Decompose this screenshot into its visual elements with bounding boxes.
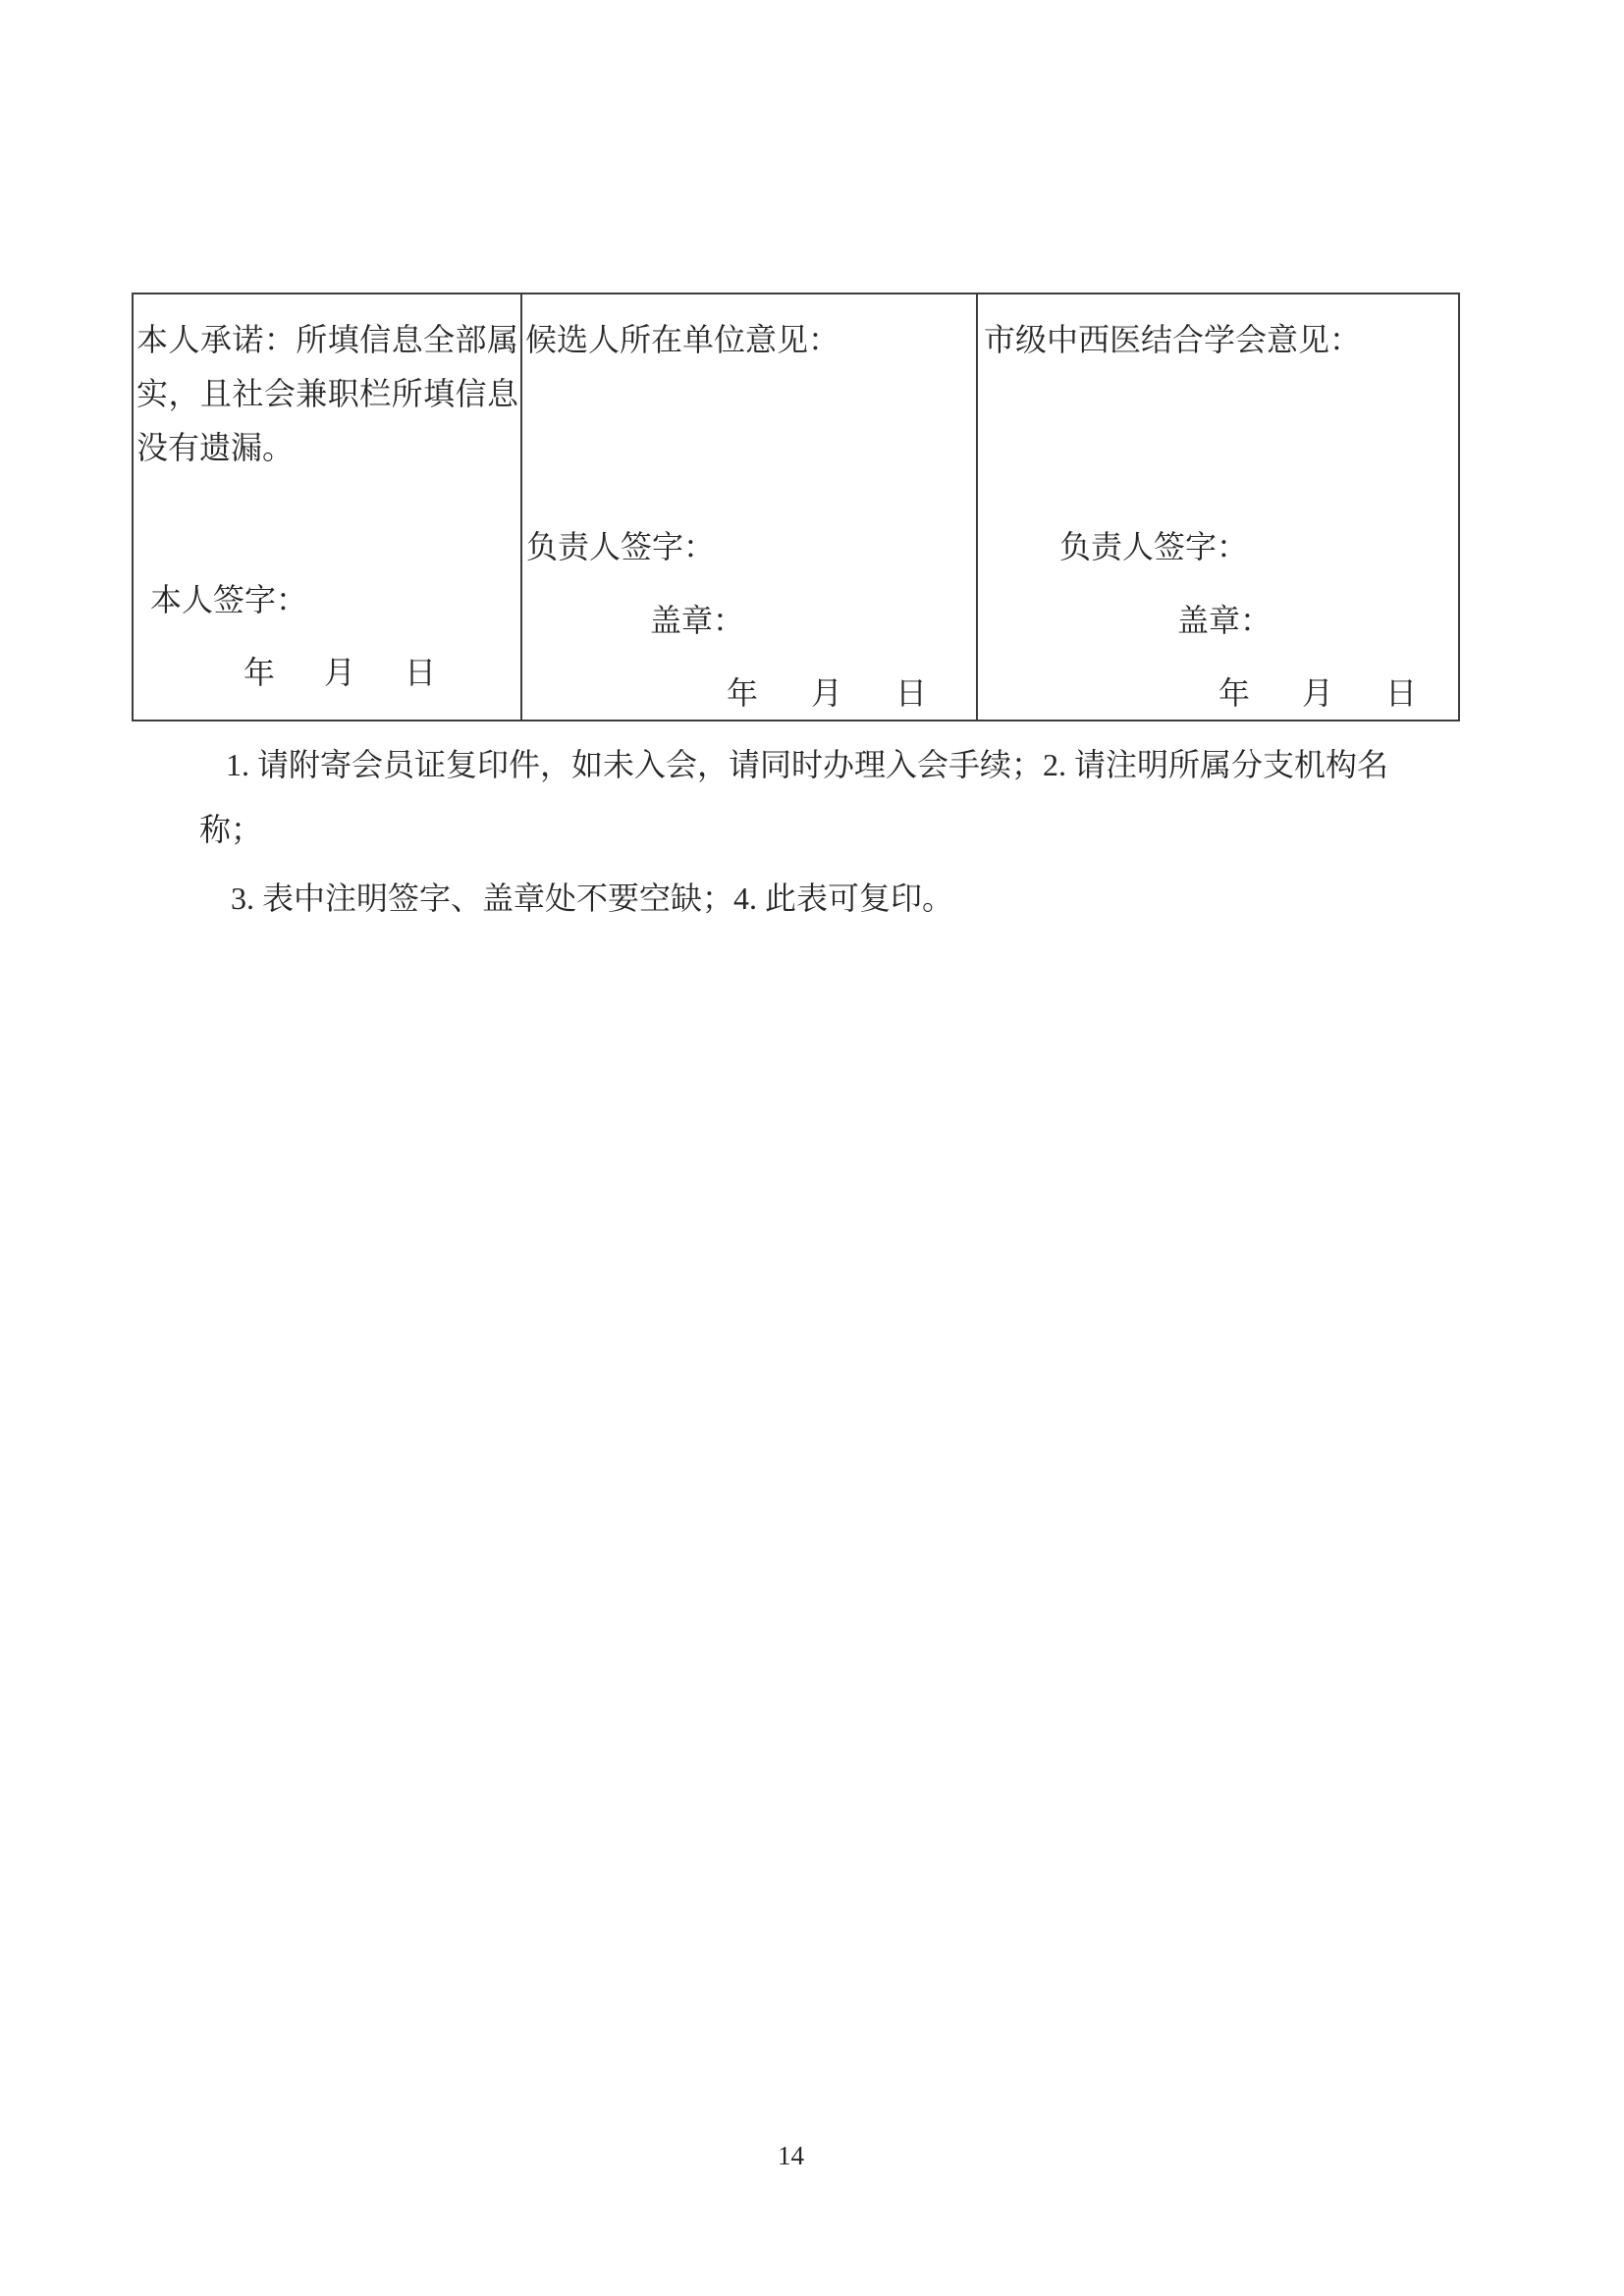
year-label: 年 — [1218, 675, 1251, 711]
date-line — [727, 677, 927, 709]
unit-signer-label: 负责人签字： — [526, 529, 716, 564]
month-label: 月 — [1302, 675, 1334, 711]
note-line-3: 3. 表中注明签字、盖章处不要空缺；4. 此表可复印。 — [231, 881, 954, 916]
commitment-text: 本人承诺：所填信息全部属实，且社会兼职栏所填信息没有遗漏。 — [136, 322, 518, 465]
society-signer-label: 负责人签字： — [1059, 529, 1249, 564]
page-number: 14 — [778, 2141, 804, 2170]
self-signature-label: 本人签字： — [150, 582, 308, 617]
society-opinion-title: 市级中西医结合学会意见： — [984, 322, 1362, 357]
day-label: 日 — [1385, 675, 1418, 711]
day-label: 日 — [895, 675, 928, 711]
date-line — [1218, 677, 1417, 709]
month-label: 月 — [324, 655, 356, 690]
month-label: 月 — [811, 675, 843, 711]
society-seal-label: 盖章： — [1177, 603, 1272, 638]
unit-opinion-cell — [520, 294, 976, 720]
unit-opinion-title: 候选人所在单位意见： — [525, 322, 840, 357]
unit-seal-label: 盖章： — [650, 603, 745, 638]
year-label: 年 — [244, 655, 276, 690]
note-line-2: 称； — [199, 812, 263, 847]
self-commitment-cell — [134, 294, 520, 720]
day-label: 日 — [405, 655, 437, 690]
date-line — [244, 657, 436, 688]
approval-table — [132, 293, 1460, 721]
note-line-1: 1. 请附寄会员证复印件，如未入会，请同时办理入会手续；2. 请注明所属分支机构名 — [226, 747, 1389, 782]
year-label: 年 — [727, 675, 759, 711]
society-opinion-cell — [976, 294, 1458, 720]
